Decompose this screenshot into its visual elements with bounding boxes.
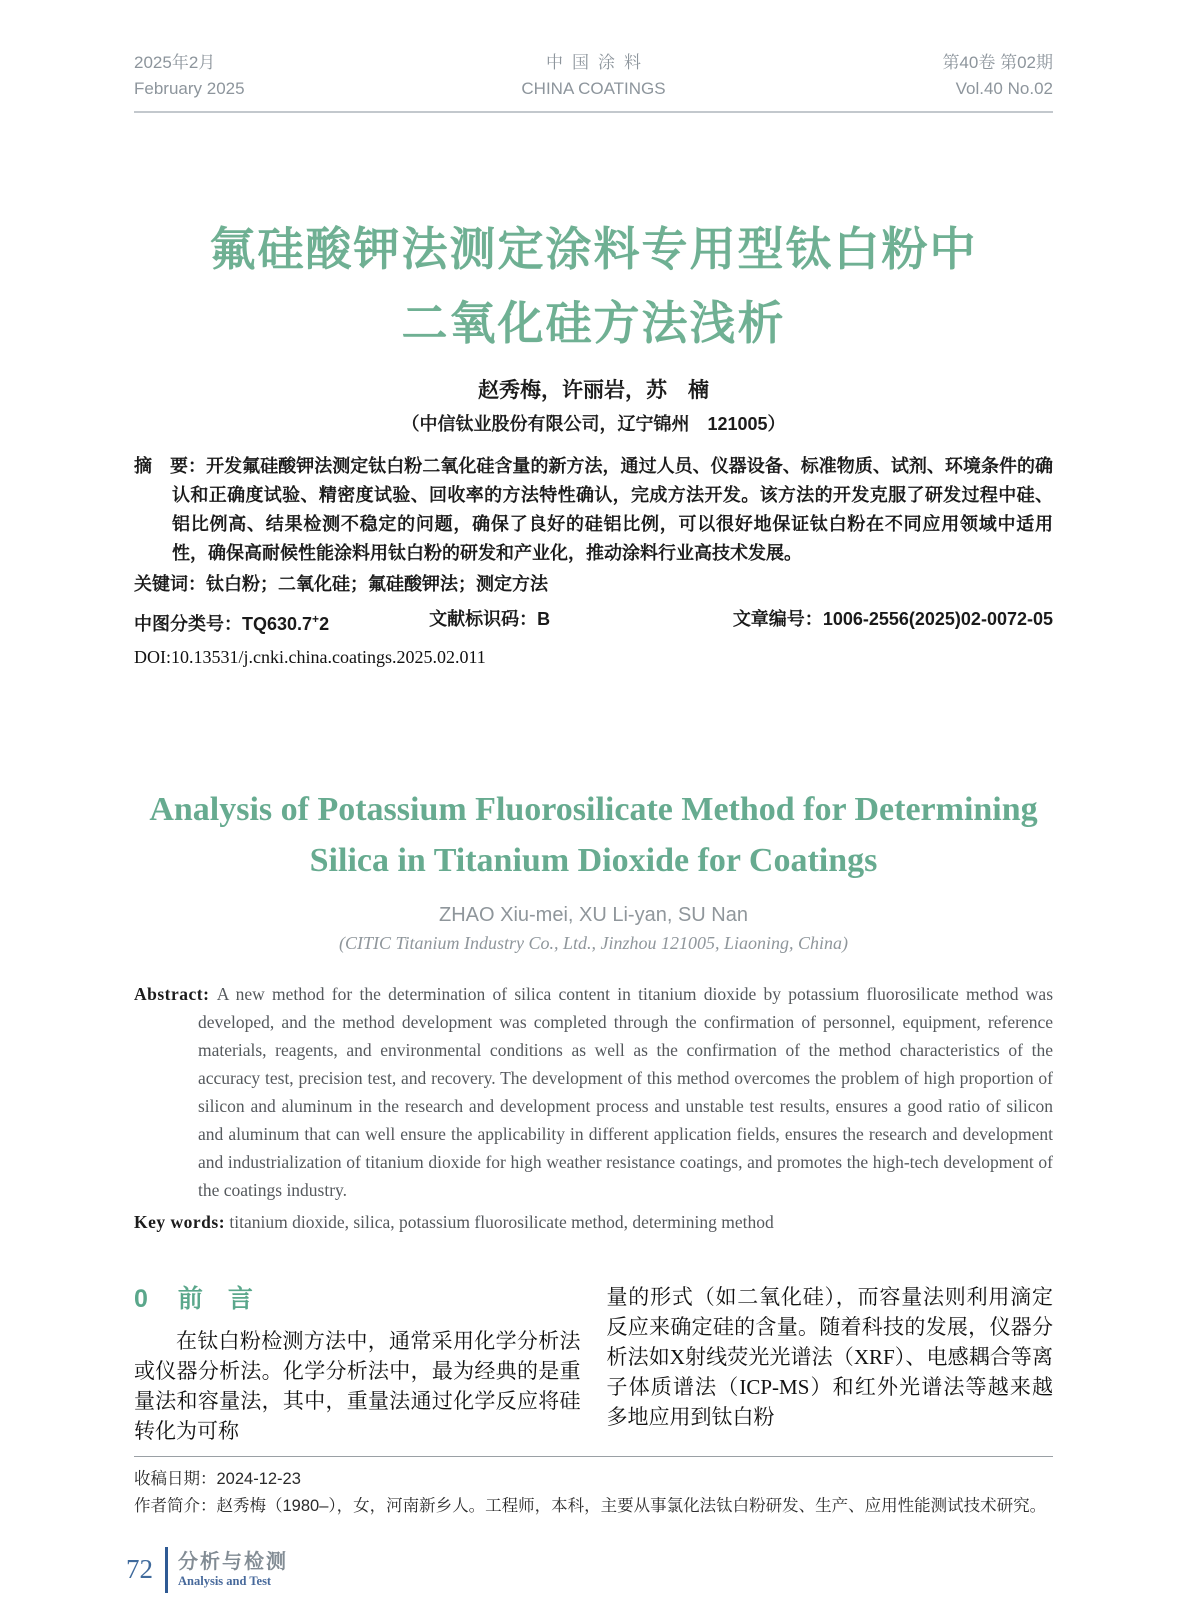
body-columns <box>134 1282 1053 1446</box>
article-id <box>733 605 1053 639</box>
abstract-en-text: A new method for the determination of silica content in titanium dioxide by potassium fluorosilicate method was developed, and the method development was completed through the confirmation of personnel, equipment, reference materials, reagents, and environmental conditions as well as the confirmation of the method characteristics of the accuracy test, precision test, and recovery. The development of this method overcomes the problem of high proportion of silicon and aluminum in the research and development process and unstable test results, ensures a good ratio of silicon and aluminum that can well ensure the applicability in different application fields, ensures the research and development and industrialization of titanium dioxide for high weather resistance coatings, and promotes the high-tech development of the coatings industry. <box>198 984 1053 1201</box>
affiliation-en: (CITIC Titanium Industry Co., Ltd., Jinzhou 121005, Liaoning, China) <box>338 933 849 954</box>
abstract-cn-text: 开发氟硅酸钾法测定钛白粉二氧化硅含量的新方法，通过人员、仪器设备、标准物质、试剂、环境条件的确认和正确度试验、精密度试验、回收率的方法特性确认，完成方法开发。该方法的开发克服了研发过程中硅、铝比例高、结果检测不稳定的问题，确保了良好的硅铝比例，可以很好地保证钛白粉在不同应用领域中适用性，确保高耐候性能涂料用钛白粉的研发和产业化，推动涂料行业高技术发展。 <box>172 456 1054 564</box>
journal-header <box>134 0 1053 113</box>
header-journal-cn: 中国涂料 <box>546 53 650 72</box>
section-number: 0 <box>134 1285 148 1314</box>
body-paragraph-right: 量的形式（如二氧化硅），而容量法则利用滴定反应来确定硅的含量。随着科技的发展，仪器分析法如X射线荧光光谱法（XRF）、电感耦合等离子体质谱法（ICP-MS）和红外光谱法等越来越多地应用到钛白粉 <box>606 1285 1053 1430</box>
page-footer <box>126 1547 1053 1593</box>
section-title: 前 言 <box>177 1285 253 1314</box>
article-title-cn-line1: 氟硅酸钾法测定涂料专用型钛白粉中 <box>209 223 978 275</box>
article-title-cn-line2: 二氧化硅方法浅析 <box>401 296 786 349</box>
doi: DOI:10.13531/j.cnki.china.coatings.2025.02.011 <box>134 647 486 668</box>
authors-cn: 赵秀梅，许丽岩，苏 楠 <box>478 379 709 403</box>
abstract-en-label: Abstract: <box>134 984 210 1005</box>
footnotes <box>134 1457 1053 1520</box>
article-title-en-line2: Silica in Titanium Dioxide for Coatings <box>309 842 878 880</box>
author-bio-line <box>134 1493 1053 1520</box>
document-code-label: 文献标识码： <box>429 609 538 630</box>
footer-column-cn: 分析与检测 <box>178 1551 288 1574</box>
received-date-value: 2024-12-23 <box>216 1470 301 1489</box>
document-code <box>429 605 550 639</box>
header-issue-cn: 第40卷 第02期 <box>942 53 1053 72</box>
article-id-label: 文章编号： <box>732 609 823 630</box>
header-issue-date <box>134 50 245 101</box>
section-heading-introduction <box>134 1282 581 1316</box>
keywords-en-label: Key words: <box>134 1212 226 1233</box>
page-number: 72 <box>126 1554 153 1585</box>
document-code-value: B <box>537 609 551 630</box>
article-id-value: 1006-2556(2025)02-0072-05 <box>822 609 1053 630</box>
body-column-right <box>607 1282 1054 1446</box>
affiliation-cn: （中信钛业股份有限公司，辽宁锦州 121005） <box>401 414 786 435</box>
footer-column-name <box>178 1550 288 1589</box>
article-title-en-line1: Analysis of Potassium Fluorosilicate Method for Determining <box>149 791 1038 829</box>
abstract-en <box>134 980 1053 1204</box>
header-issue-en: Vol.40 No.02 <box>955 78 1053 98</box>
received-date-label: 收稿日期： <box>134 1470 217 1489</box>
keywords-en <box>134 1208 1053 1236</box>
body-column-left <box>134 1282 581 1446</box>
received-date-line <box>134 1466 1053 1493</box>
header-date-cn: 2025年2月 <box>134 53 216 72</box>
keywords-en-text: titanium dioxide, silica, potassium fluorosilicate method, determining method <box>229 1212 774 1233</box>
article-title-cn <box>134 213 1053 360</box>
header-volume-issue <box>942 50 1053 101</box>
clc-superscript: + <box>312 612 320 627</box>
footer-divider-bar <box>165 1547 168 1593</box>
author-bio-text: 赵秀梅（1980–），女，河南新乡人。工程师，本科，主要从事氯化法钛白粉研发、生产、应用性能测试技术研究。 <box>216 1497 1047 1516</box>
clc-tail: 2 <box>319 614 330 635</box>
keywords-cn-text: 钛白粉；二氧化硅；氟硅酸钾法；测定方法 <box>206 574 548 595</box>
clc-label: 中图分类号： <box>134 614 242 635</box>
header-journal-name <box>521 50 665 101</box>
author-bio-label: 作者简介： <box>134 1497 217 1516</box>
abstract-cn <box>134 452 1053 568</box>
authors-en: ZHAO Xiu-mei, XU Li-yan, SU Nan <box>439 904 748 927</box>
article-meta-row <box>134 605 1053 639</box>
clc-value: TQ630.7 <box>242 614 313 635</box>
keywords-cn <box>134 570 1053 599</box>
header-date-en: February 2025 <box>134 78 245 98</box>
article-title-en <box>134 784 1053 886</box>
clc-number <box>134 605 329 639</box>
footer-column-en: Analysis and Test <box>178 1574 272 1589</box>
abstract-cn-label: 摘 要： <box>134 456 207 477</box>
keywords-cn-label: 关键词： <box>134 574 206 595</box>
header-journal-en: CHINA COATINGS <box>521 78 666 98</box>
body-paragraph-left: 在钛白粉检测方法中，通常采用化学分析法或仪器分析法。化学分析法中，最为经典的是重量法和容量法，其中，重量法通过化学反应将硅转化为可称 <box>134 1329 581 1444</box>
